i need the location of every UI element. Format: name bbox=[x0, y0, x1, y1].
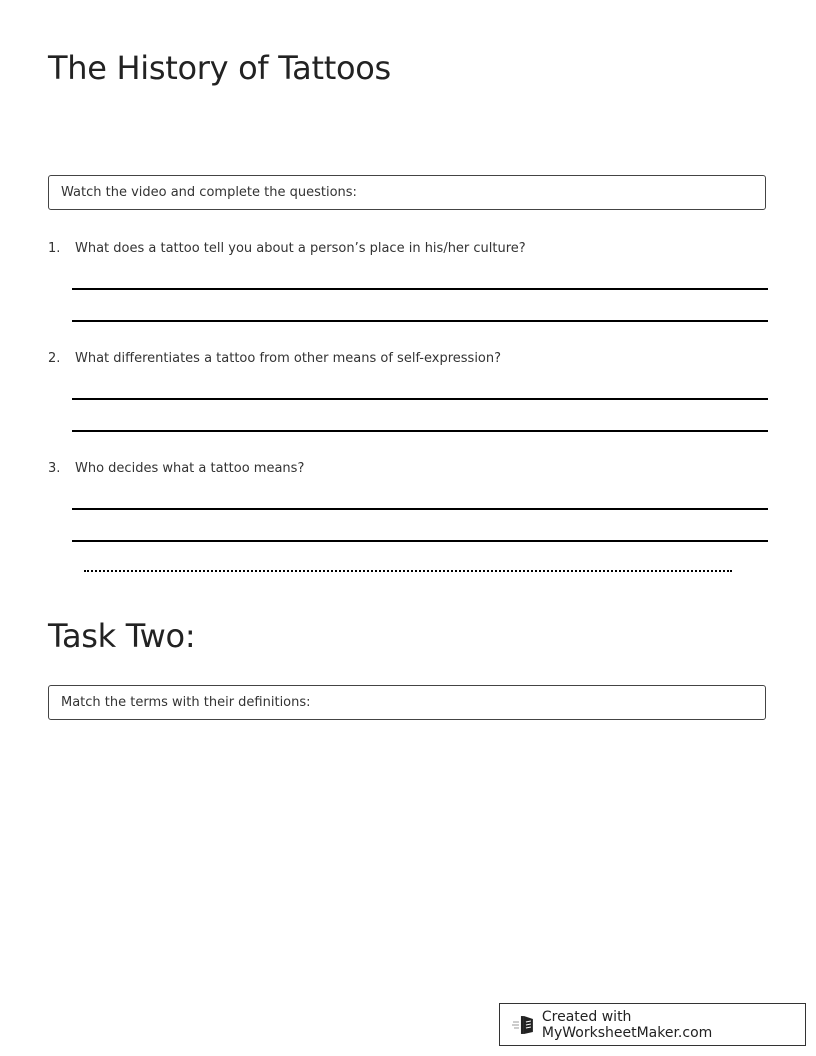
footer-credit-badge[interactable] bbox=[499, 1003, 806, 1046]
question-text: Who decides what a tattoo means? bbox=[75, 461, 305, 476]
question-3 bbox=[48, 460, 304, 478]
question-number: 1. bbox=[48, 241, 61, 256]
answer-line[interactable] bbox=[72, 430, 768, 432]
question-number: 3. bbox=[48, 461, 61, 476]
answer-line[interactable] bbox=[72, 508, 768, 510]
question-number: 2. bbox=[48, 351, 61, 366]
worksheet-maker-logo-icon bbox=[512, 1014, 536, 1036]
section-divider bbox=[84, 570, 732, 572]
task-one-instructions: Watch the video and complete the questions: bbox=[48, 175, 766, 210]
question-text: What does a tattoo tell you about a person’s place in his/her culture? bbox=[75, 241, 526, 256]
answer-line[interactable] bbox=[72, 288, 768, 290]
question-1 bbox=[48, 240, 526, 258]
answer-line[interactable] bbox=[72, 320, 768, 322]
answer-line[interactable] bbox=[72, 540, 768, 542]
worksheet-title: The History of Tattoos bbox=[48, 49, 391, 87]
task-two-instructions: Match the terms with their definitions: bbox=[48, 685, 766, 720]
question-2 bbox=[48, 350, 501, 368]
question-text: What differentiates a tattoo from other means of self-expression? bbox=[75, 351, 502, 366]
footer-credit-text: Created with MyWorksheetMaker.com bbox=[541, 1008, 713, 1041]
task-two-heading: Task Two: bbox=[48, 617, 196, 655]
answer-line[interactable] bbox=[72, 398, 768, 400]
